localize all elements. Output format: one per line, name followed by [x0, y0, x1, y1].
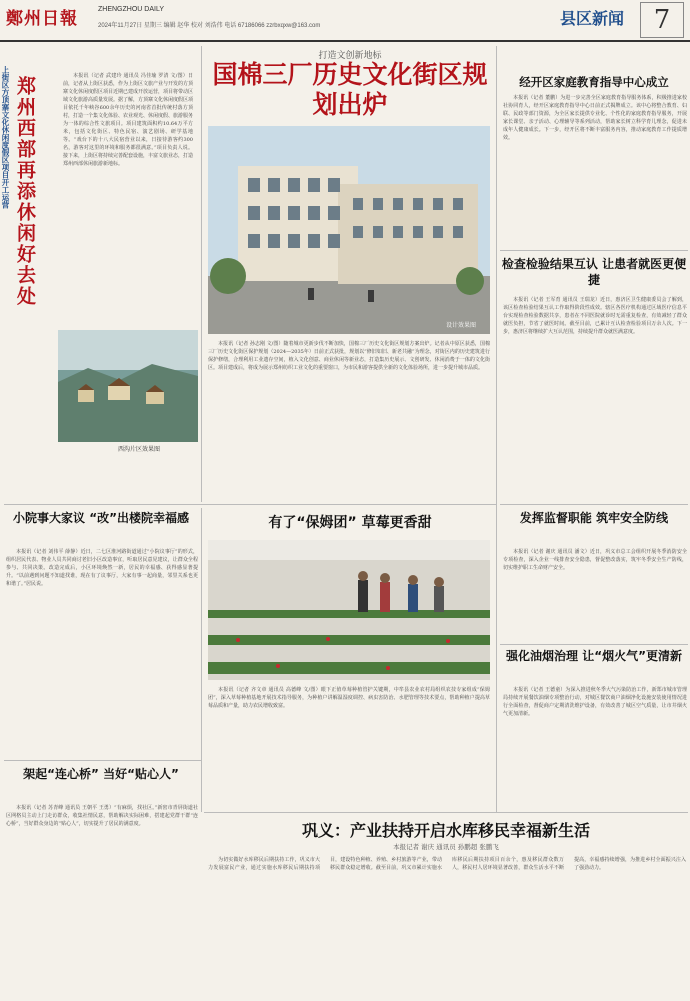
smoke-control-body: 本报讯（记者 王德童）为深入推进秋冬季大气污染防治工作，新郑市城市管理局持续开展餐饮油烟专项整治行动，对城区餐饮商户油烟净化设施安装使用情况进行全面检查，督促商户定期清洗维护设备，有效改善了城区空气质量，让市井烟火气更加清新。: [503, 687, 687, 717]
bottom-byline: 本报记者 谢庆 通讯员 孙鹏超 张鹏飞: [393, 843, 499, 851]
horizontal-divider: [4, 760, 201, 761]
mid-right-body: 本报讯（记者 王军育 通讯员 王瑞龙）近日，惠济区卫生健康委员会了解到，该区检查检验结果互认工作取得阶段性成效。辖区各医疗机构通过区域医疗信息平台实现检查检验数据共享，患者在不同医院就诊时无需重复检查，有效减轻了群众就医负担，节省了就医时间。截至目前，已累计互认检查检验项目万余人次。下一步，惠济区将继续扩大互认范围，持续提升群众就医满意度。: [503, 297, 687, 335]
strawberry-title: 有了“保姆团” 草莓更香甜: [268, 515, 432, 531]
horizontal-divider: [4, 504, 496, 505]
mid-right-title: 检查检验结果互认 让患者就医更便捷: [501, 257, 687, 287]
left-story-title: 郑州西部再添休闲好去处: [14, 76, 36, 307]
feature-body: 本报讯（记者 孙志刚 文/图）随着城市更新步伐不断加快，国棉三厂历史文化街区规划方案出炉。记者从中原区获悉，国棉三厂历史文化街区保护规划（2024—2035年）日前正式获批，规划以“修旧如旧、新老共融”为理念，对街区内的历史建筑进行保护修缮，合理利用工业遗存空间，植入文化创意、商业休闲等新业态，打造集历史展示、文创研发、休闲消费于一体的文化街区。项目建成后，将成为展示郑州纺织工业文化的重要窗口，为市民和游客提供全新的文化体验场所，进一步提升城市品质。: [208, 341, 490, 371]
column-divider: [201, 508, 202, 812]
horizontal-divider: [204, 812, 688, 813]
bridge-body: 本报讯（记者 苏青峰 通讯员 王朝平 王勇）“有麻烦，找社区。”新密市青屏街道社区网格员主动上门走访群众，收集社情民意，帮助解决实际困难，搭建起党群干群“连心桥”，当好群众身边的“贴心人”，切实提升了居民的满意度。: [6, 805, 198, 827]
bottom-body: 为切实做好水库移民后期扶持工作，巩义市大力发展富民产业，通过实施水库移民后期扶持项目，建设特色种植、养殖、乡村旅游等产业，带动移民群众稳定增收。截至目前，巩义市累计实施水库移民后期扶持项目百余个，惠及移民群众数万人，移民村人居环境显著改善，群众生活水平不断提高，幸福感持续增强，为推进乡村全面振兴注入了强劲动力。: [208, 857, 686, 871]
top-right-body: 本报讯（记者 董鹏）为进一步完善全区家庭教育指导服务体系，积极推进家校社协同育人，经开区家庭教育指导中心日前正式揭牌成立。该中心将整合教育、妇联、民政等部门资源，为全区家长提供专业化、个性化的家庭教育指导服务，开展家长课堂、亲子活动、心理辅导等系列活动，帮助家长树立科学育儿理念，促进未成年人健康成长。下一步，经开区将不断丰富服务内容，推动家庭教育工作提质增效。: [503, 95, 687, 141]
page-number: 7: [640, 2, 684, 38]
fire-safety-title: 发挥监督职能 筑牢安全防线: [519, 511, 669, 525]
newspaper-logo: 鄭州日報: [6, 9, 78, 29]
story-divider: [500, 504, 688, 505]
left-story-body: 本报讯（记者 武建玲 通讯员 冯佳瑜 罗清 文/图）日前，记者从上街区获悉，作为上街区文旅产业与开发的方顶寨文化休闲度假区项目近期已建成开放运营，项目将带动区域文化旅游高质量发展。据了解，方顶寨文化休闲度假区项目依托千年峡谷600余年历史的河南省首批传统村落方顶村，打造一个集文化体验、农业观光、休闲度假、旅游服务为一体的综合性文旅项目。项目建筑面积约10.64万平方米，包括文化街区、特色民宿、演艺剧场、研学基地等。“戏台下的十八大民宿营业以来，日接待游客约300名，游客对这里的环境和服务都很满意。”项目负责人说。接下来，上街区将持续完善配套设施，丰富文旅业态，打造郑州西部休闲旅游新地标。: [63, 73, 193, 167]
feature-rendering-caption: 设计效果图: [446, 322, 477, 329]
column-divider: [496, 46, 497, 812]
column-divider: [201, 46, 202, 502]
section-title: 县区新闻: [560, 9, 625, 28]
story-divider: [500, 644, 688, 645]
feature-kicker: 打造文创新地标: [318, 51, 382, 61]
feature-rendering: [208, 126, 490, 334]
left-mid-title: 小院事大家议 “改”出楼院幸福感: [13, 511, 189, 525]
fire-safety-body: 本报讯（记者 谢庆 通讯员 潘文）近日，巩义市总工会组织开展冬季消防安全专项检查，深入企业一线排查安全隐患，督促整改落实，筑牢冬季安全生产防线，切实维护职工生命财产安全。: [503, 549, 687, 571]
strawberry-photo: [208, 540, 490, 680]
story-divider: [500, 250, 688, 251]
left-story-subtitle: 上街区方顶寨文化休闲度假区项目开工运营: [1, 66, 10, 209]
strawberry-body: 本报讯（记者 齐文章 通讯员 高德峰 文/图）眼下正值草莓种植管护关键期，中牟县农业农村局组织农技专家组成“保姆团”，深入草莓种植基地开展技术指导服务，为种植户讲解温湿度调控、病虫害防治、水肥管理等技术要点，帮助种植户提高草莓品质和产量，助力农民增收致富。: [208, 687, 490, 709]
left-mid-body: 本报讯（记者 刘伟平 薛静）近日，二七区淮河路街道通过“小院议事厅”的形式，组织居民代表、物业人员共同商讨老旧小区改造事宜，听取居民意见建议，让群众全程参与、共同决策。改造完成后，小区环境焕然一新，居民的幸福感、获得感显著提升。“以前遇到问题不知道找谁，现在有了议事厅，大家有事一起商量，邻里关系也更和谐了。”居民说。: [6, 549, 198, 587]
dateline: 2024年11月27日 星期三 编辑 赵华 校对 刘浩伟 电话 67186066 zzrbxqxw@163.com: [98, 23, 321, 29]
top-right-title: 经开区家庭教育指导中心成立: [519, 75, 669, 89]
left-story-photo: [58, 330, 198, 442]
feature-title: 国棉三厂历史文化街区规划出炉: [212, 60, 488, 119]
bridge-title: 架起“连心桥” 当好“贴心人”: [23, 767, 179, 781]
newspaper-english-name: ZHENGZHOU DAILY: [98, 6, 164, 13]
smoke-control-title: 强化油烟治理 让“烟火气”更清新: [506, 649, 682, 663]
left-story-photo-caption: 西沟片区效果图: [118, 446, 161, 453]
masthead: [0, 0, 690, 42]
bottom-title: 巩义：产业扶持开启水库移民幸福新生活: [301, 821, 590, 840]
